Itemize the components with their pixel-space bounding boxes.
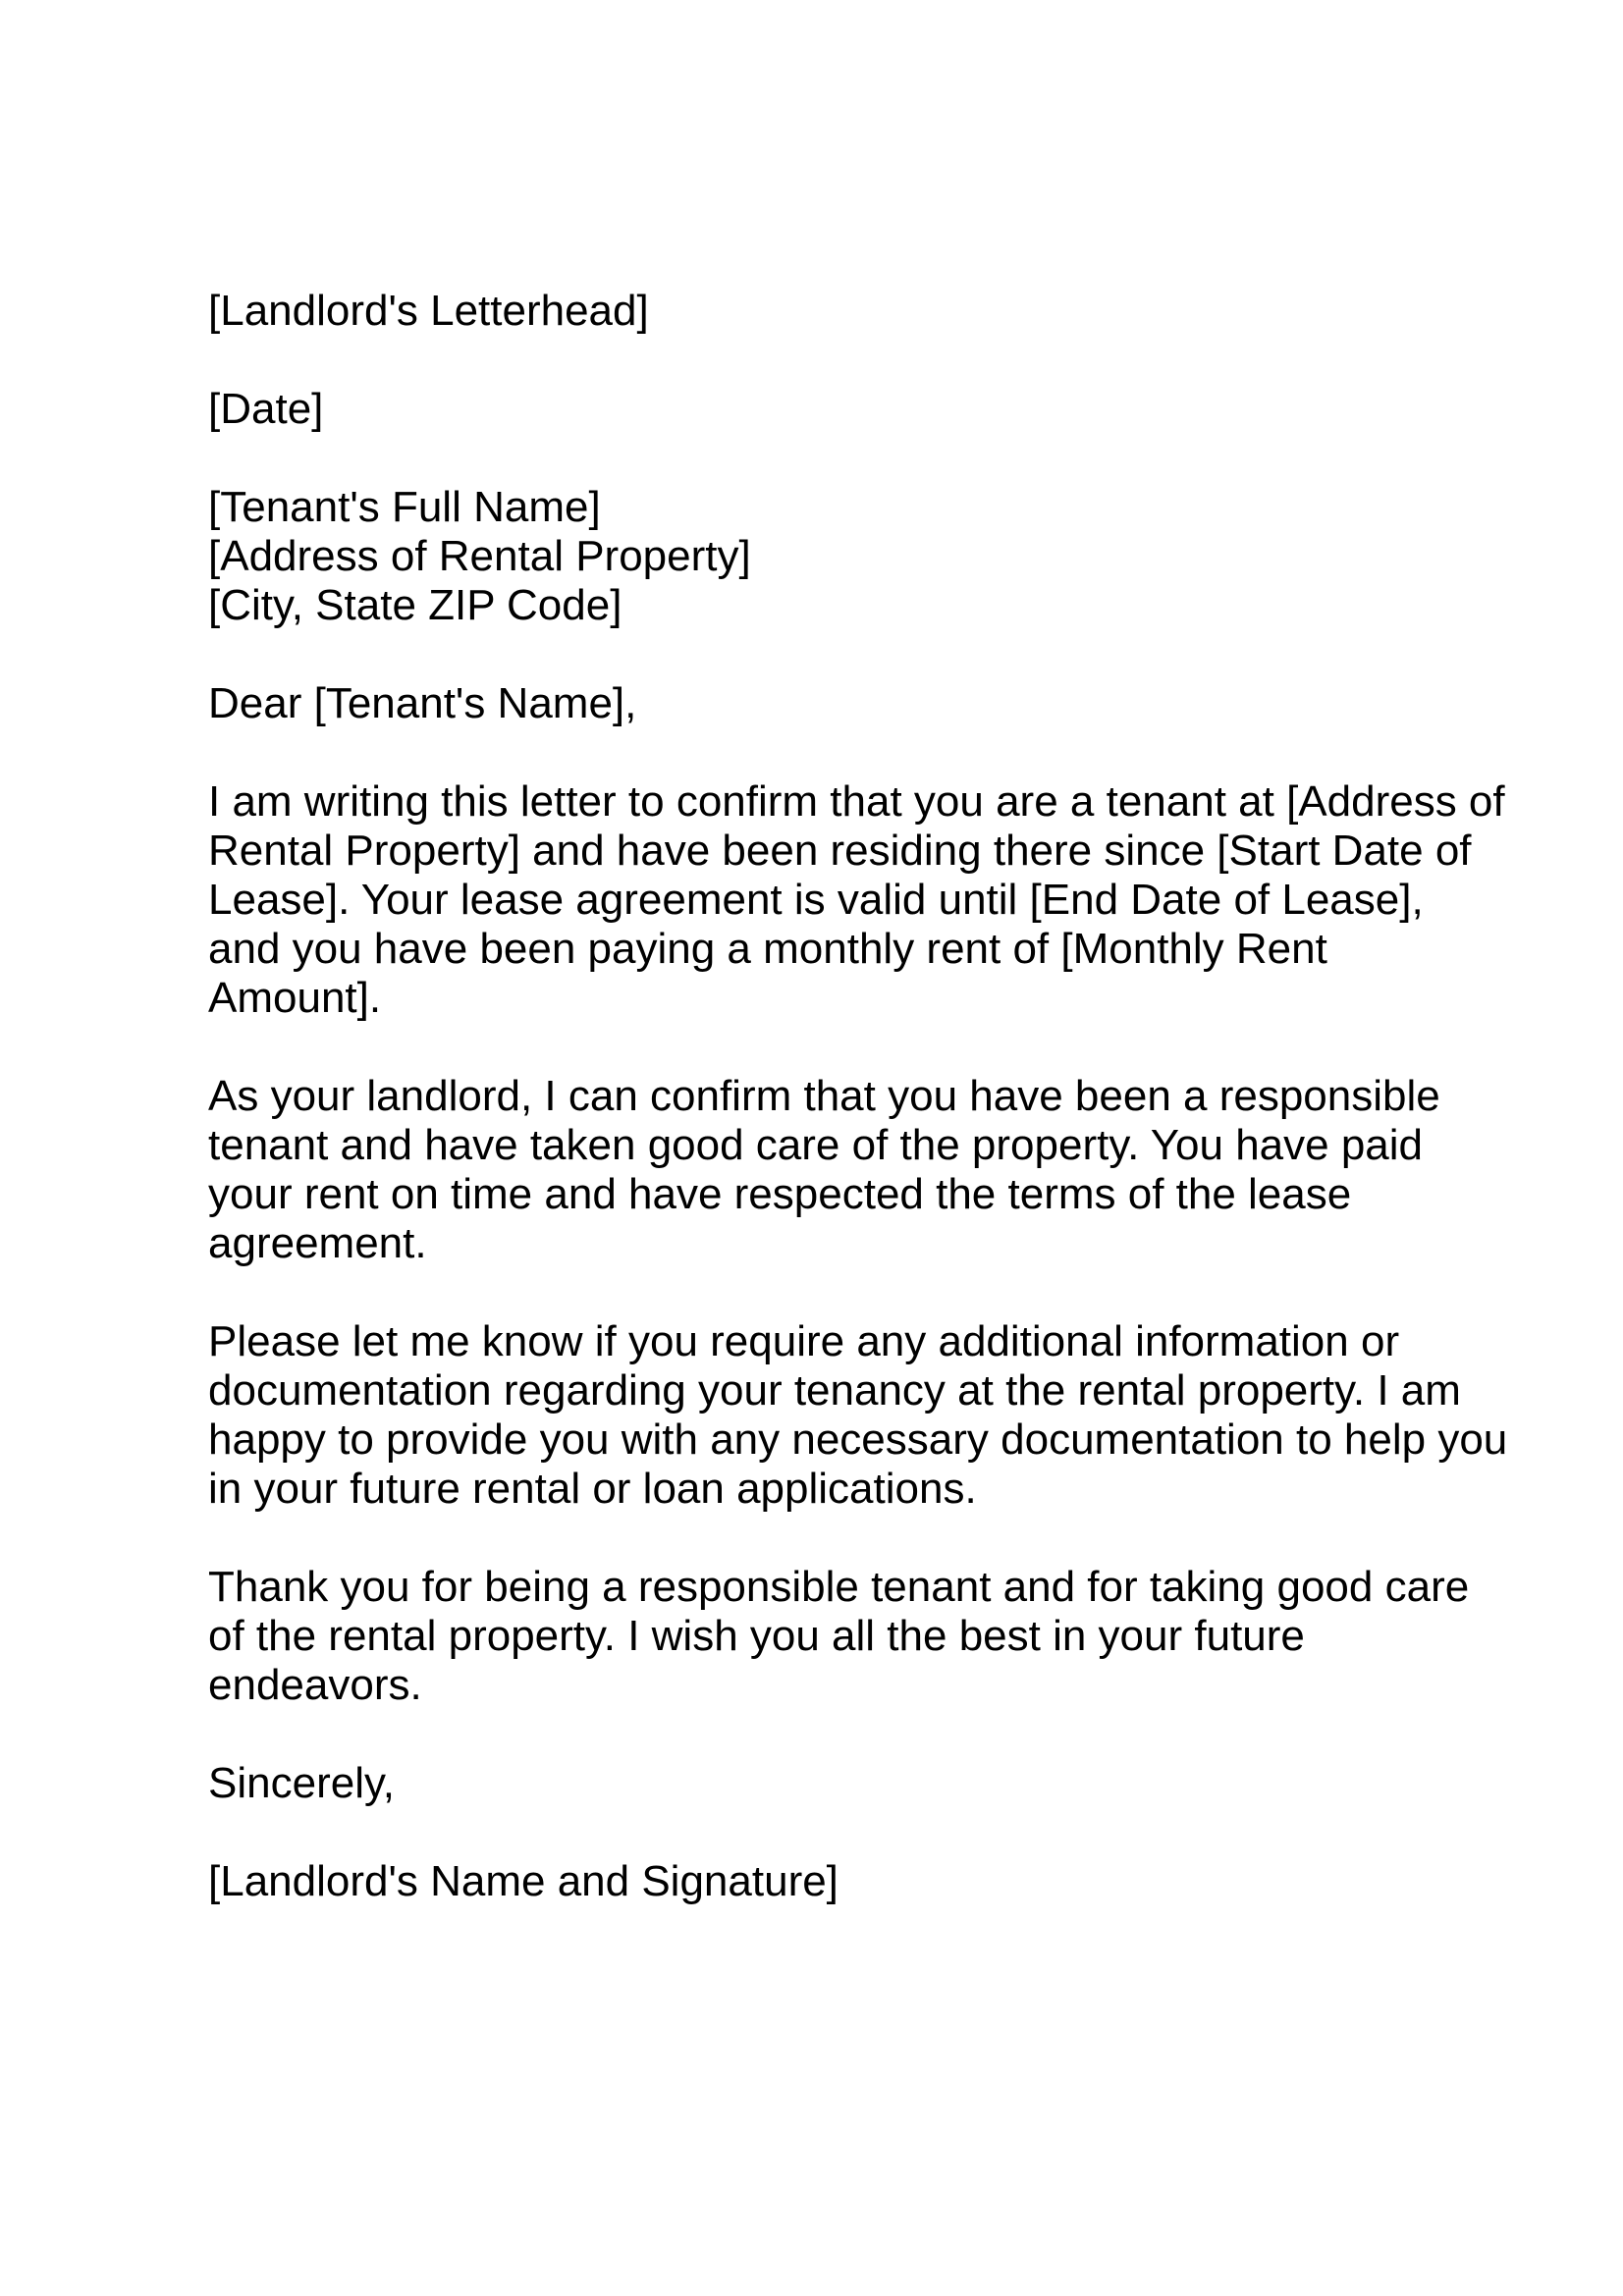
paragraph-line: I am writing this letter to confirm that you are a tenant at [Address of [208, 777, 1505, 826]
spacer [208, 728, 1514, 777]
paragraph-line: in your future rental or loan applications. [208, 1465, 977, 1513]
recipient-address: [Address of Rental Property] [208, 532, 751, 580]
spacer [208, 630, 1514, 679]
recipient-block [208, 483, 1514, 630]
spacer [208, 336, 1514, 385]
spacer [208, 1514, 1514, 1563]
paragraph-line: Thank you for being a responsible tenant and for taking good care [208, 1563, 1470, 1611]
spacer [208, 434, 1514, 483]
recipient-city-state-zip: [City, State ZIP Code] [208, 581, 622, 629]
paragraph-line: Rental Property] and have been residing there since [Start Date of [208, 827, 1472, 875]
paragraph-line: agreement. [208, 1219, 427, 1267]
spacer [208, 1023, 1514, 1072]
body-paragraph-1 [208, 777, 1514, 1023]
salutation: Dear [Tenant's Name], [208, 679, 637, 727]
signature-line: [Landlord's Name and Signature] [208, 1857, 839, 1905]
spacer [208, 1268, 1514, 1317]
paragraph-line: and you have been paying a monthly rent of [Monthly Rent [208, 925, 1327, 973]
paragraph-line: Lease]. Your lease agreement is valid until [End Date of Lease], [208, 876, 1424, 924]
paragraph-line: your rent on time and have respected the terms of the lease [208, 1170, 1352, 1218]
body-paragraph-4 [208, 1563, 1514, 1710]
body-paragraph-3 [208, 1317, 1514, 1514]
paragraph-line: As your landlord, I can confirm that you have been a responsible [208, 1072, 1440, 1120]
closing: Sincerely, [208, 1759, 395, 1807]
paragraph-line: happy to provide you with any necessary documentation to help you [208, 1415, 1508, 1464]
letter-date: [Date] [208, 385, 324, 433]
recipient-name: [Tenant's Full Name] [208, 483, 601, 531]
paragraph-line: Please let me know if you require any additional information or [208, 1317, 1400, 1365]
spacer [208, 1808, 1514, 1857]
spacer [208, 1710, 1514, 1759]
letterhead: [Landlord's Letterhead] [208, 287, 649, 335]
paragraph-line: Amount]. [208, 974, 382, 1022]
paragraph-line: endeavors. [208, 1661, 422, 1709]
body-paragraph-2 [208, 1072, 1514, 1268]
paragraph-line: of the rental property. I wish you all the best in your future [208, 1612, 1305, 1660]
paragraph-line: tenant and have taken good care of the property. You have paid [208, 1121, 1424, 1169]
letter-body [208, 287, 1514, 1906]
paragraph-line: documentation regarding your tenancy at the rental property. I am [208, 1366, 1461, 1415]
